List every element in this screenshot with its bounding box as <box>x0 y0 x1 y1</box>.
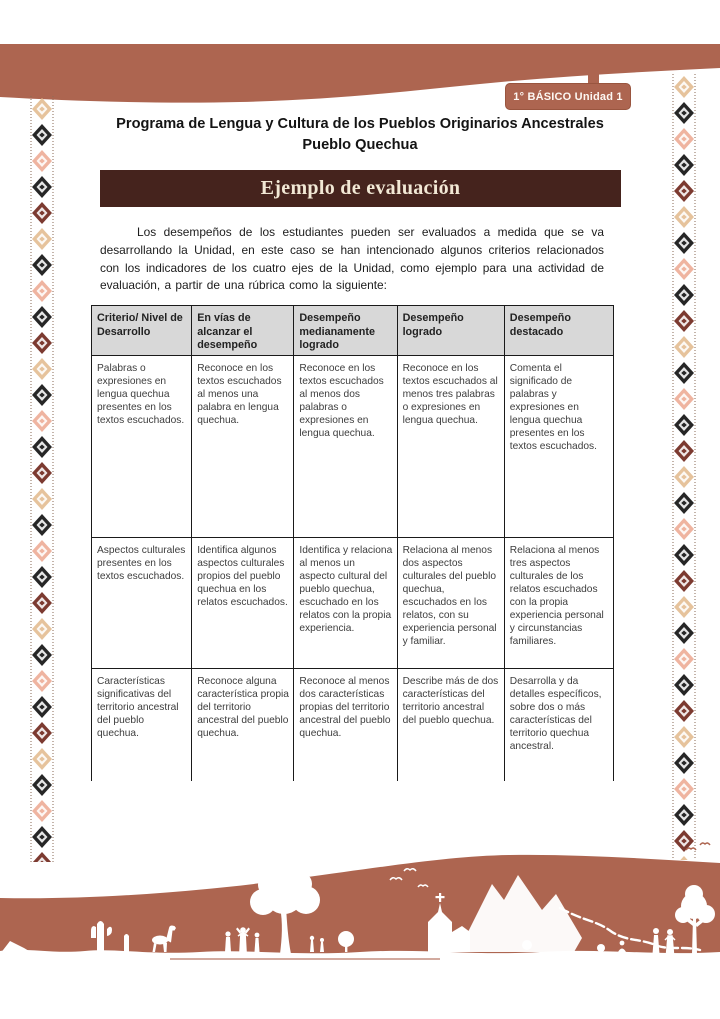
rubric-header-medianamente: Desempeño medianamente logrado <box>294 306 397 356</box>
rubric-cell: Comenta el significado de palabras y expresiones en lengua quechua presentes en los textos escuchados. <box>504 356 613 538</box>
bottom-landscape-art <box>0 843 720 977</box>
program-title-line2: Pueblo Quechua <box>302 137 418 153</box>
rubric-cell: Reconoce en los textos escuchados al menos tres palabras o expresiones en lengua quechua. <box>397 356 504 538</box>
left-textile-border <box>30 96 54 862</box>
rubric-cell: Reconoce en los textos escuchados al menos dos palabras o expresiones en lengua quechua. <box>294 356 397 538</box>
grade-unit-badge: 1° BÁSICO Unidad 1 <box>505 83 631 110</box>
rubric-header-en-vias: En vías de alcanzar el desempeño <box>192 306 294 356</box>
section-banner-title: Ejemplo de evaluación <box>260 177 461 199</box>
program-title-line1: Programa de Lengua y Cultura de los Pueblos Originarios Ancestrales <box>116 116 604 132</box>
rubric-row-territorio <box>92 669 614 781</box>
rubric-cell: Describe más de dos características del territorio ancestral del pueblo quechua. <box>397 669 504 781</box>
rubric-cell: Relaciona al menos dos aspectos culturales del pueblo quechua, escuchados en los relatos, con su experiencia personal y familiar. <box>397 538 504 669</box>
rubric-cell: Características significativas del territorio ancestral del pueblo quechua. <box>92 669 192 781</box>
rubric-cell: Relaciona al menos tres aspectos culturales de los relatos escuchados con la propia experiencia personal y circunstancias familiares. <box>504 538 613 669</box>
right-textile-border <box>672 74 696 860</box>
program-title <box>60 114 660 156</box>
rubric-cell: Desarrolla y da detalles específicos, sobre dos o más características del territorio quechua ancestral. <box>504 669 613 781</box>
rubric-cell: Reconoce en los textos escuchados al menos una palabra en lengua quechua. <box>192 356 294 538</box>
rubric-cell: Reconoce alguna característica propia del territorio ancestral del pueblo quechua. <box>192 669 294 781</box>
rubric-row-aspectos-culturales <box>92 538 614 669</box>
rubric-header-criterio: Criterio/ Nivel de Desarrollo <box>92 306 192 356</box>
intro-paragraph: Los desempeños de los estudiantes pueden ser evaluados a medida que se va desarrollando la Unidad, en este caso se han intencionado algunos criterios relacionados con los indicadores de los cuatro ejes de la Unidad, como ejemplo para una actividad de evaluación, a partir de una rúbrica como la siguiente: <box>100 225 604 293</box>
rubric-header-logrado: Desempeño logrado <box>397 306 504 356</box>
section-banner <box>100 170 621 207</box>
rubric-cell: Aspectos culturales presentes en los textos escuchados. <box>92 538 192 669</box>
evaluation-rubric-table <box>91 305 614 781</box>
rubric-cell: Palabras o expresiones en lengua quechua presentes en los textos escuchados. <box>92 356 192 538</box>
rubric-cell: Reconoce al menos dos características propias del territorio ancestral del pueblo quechua. <box>294 669 397 781</box>
rubric-cell: Identifica algunos aspectos culturales propios del pueblo quechua en los relatos escuchados. <box>192 538 294 669</box>
rubric-cell: Identifica y relaciona al menos un aspecto cultural del pueblo quechua, escuchado en los relatos con la propia experiencia. <box>294 538 397 669</box>
rubric-header-destacado: Desempeño destacado <box>504 306 613 356</box>
rubric-header-row <box>92 306 614 356</box>
rubric-row-palabras <box>92 356 614 538</box>
